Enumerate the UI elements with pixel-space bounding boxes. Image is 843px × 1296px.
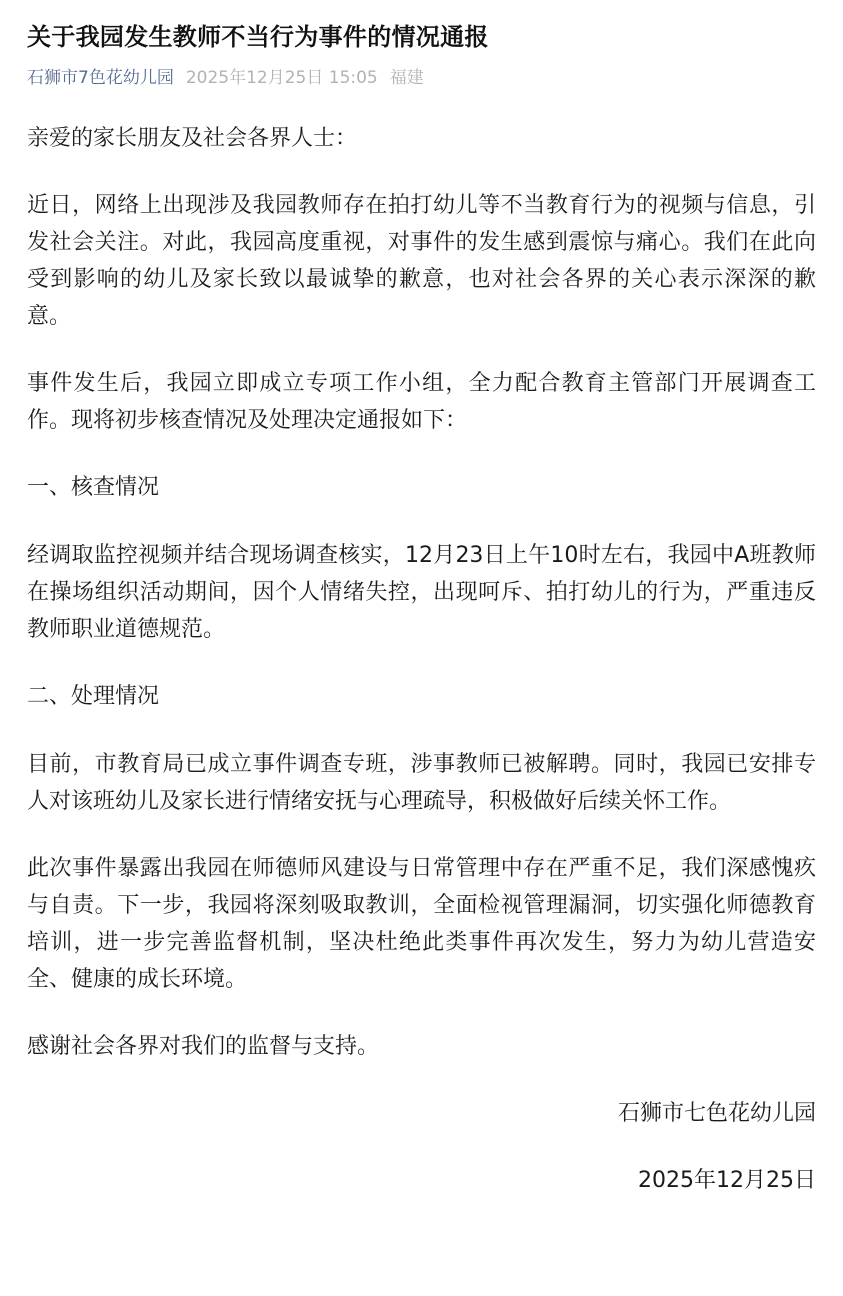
paragraph-handling: 目前，市教育局已成立事件调查专班，涉事教师已被解聘。同时，我园已安排专人对该班幼儿及家长进行情绪安抚与心理疏导，积极做好后续关怀工作。 xyxy=(27,752,816,814)
salutation: 亲爱的家长朋友及社会各界人士： xyxy=(27,126,358,151)
publish-time: 2025年12月25日 15:05 xyxy=(185,68,378,88)
paragraph-response: 事件发生后，我园立即成立专项工作小组，全力配合教育主管部门开展调查工作。现将初步核查情况及处理决定通报如下： xyxy=(27,371,816,433)
signature-date: 2025年12月25日 xyxy=(638,1168,816,1193)
section-heading-handling: 二、处理情况 xyxy=(27,684,160,709)
publish-location: 福建 xyxy=(389,68,424,88)
signature-organization: 石狮市七色花幼儿园 xyxy=(617,1101,816,1126)
paragraph-thanks: 感谢社会各界对我们的监督与支持。 xyxy=(27,1034,380,1059)
article-meta xyxy=(27,66,816,90)
article-body xyxy=(27,120,816,1199)
article-title: 关于我园发生教师不当行为事件的情况通报 xyxy=(27,23,489,51)
paragraph-reflection: 此次事件暴露出我园在师德师风建设与日常管理中存在严重不足，我们深感愧疚与自责。下一步，我园将深刻吸取教训，全面检视管理漏洞，切实强化师德教育培训，进一步完善监督机制，坚决杜绝此类事件再次发生，努力为幼儿营造安全、健康的成长环境。 xyxy=(27,856,816,992)
paragraph-intro: 近日，网络上出现涉及我园教师存在拍打幼儿等不当教育行为的视频与信息，引发社会关注。对此，我园高度重视，对事件的发生感到震惊与痛心。我们在此向受到影响的幼儿及家长致以最诚挚的歉意，也对社会各界的关心表示深深的歉意。 xyxy=(27,193,816,329)
signature-block xyxy=(27,1095,816,1199)
section-heading-verification: 一、核查情况 xyxy=(27,475,160,500)
paragraph-verification: 经调取监控视频并结合现场调查核实，12月23日上午10时左右，我园中A班教师在操场组织活动期间，因个人情绪失控，出现呵斥、拍打幼儿的行为，严重违反教师职业道德规范。 xyxy=(27,543,816,642)
source-account-link[interactable]: 石狮市7色花幼儿园 xyxy=(27,68,174,88)
